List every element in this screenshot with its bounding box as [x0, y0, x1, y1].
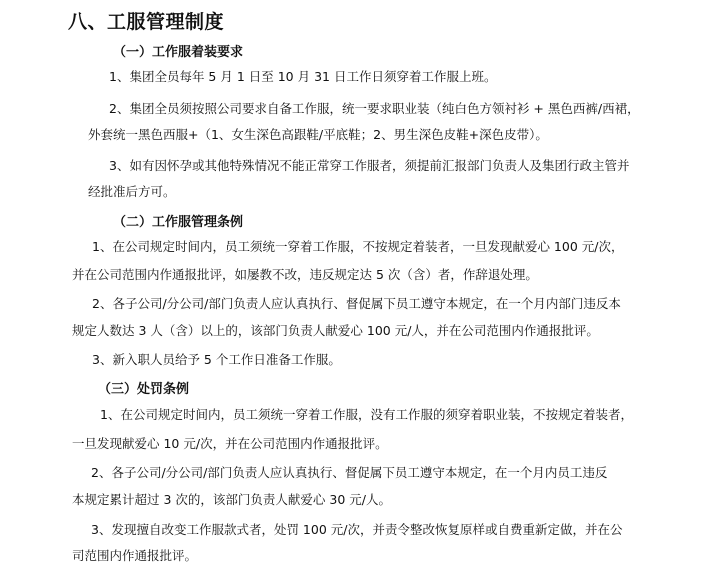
- paragraph-line: 规定人数达 3 人（含）以上的，该部门负责人献爱心 100 元/人，并在公司范围内作通报批评。: [72, 323, 599, 338]
- paragraph-line: 3、发现擅自改变工作服款式者，处罚 100 元/次，并责令整改恢复原样或自费重新定做，并在公: [91, 522, 623, 537]
- section-heading-penalty-rules: （三）处罚条例: [98, 382, 190, 397]
- paragraph-line: 3、如有因怀孕或其他特殊情况不能正常穿工作服者，须提前汇报部门负责人及集团行政主管并: [109, 158, 630, 173]
- document-title: 八、工服管理制度: [68, 11, 225, 33]
- paragraph-line: 外套统一黑色西服+（1、女生深色高跟鞋/平底鞋；2、男生深色皮鞋+深色皮带）。: [88, 127, 548, 142]
- paragraph-line: 2、各子公司/分公司/部门负责人应认真执行、督促属下员工遵守本规定，在一个月内员工违反: [91, 465, 608, 480]
- paragraph-line: 司范围内作通报批评。: [72, 548, 198, 563]
- paragraph-line: 并在公司范围内作通报批评，如屡教不改，违反规定达 5 次（含）者，作辞退处理。: [72, 267, 538, 282]
- paragraph-line: 经批准后方可。: [88, 184, 176, 199]
- paragraph-line: 一旦发现献爱心 10 元/次，并在公司范围内作通报批评。: [72, 436, 388, 451]
- section-heading-dress-requirements: （一）工作服着装要求: [113, 45, 244, 60]
- paragraph-line: 本规定累计超过 3 次的，该部门负责人献爱心 30 元/人。: [72, 492, 391, 507]
- section-heading-management-rules: （二）工作服管理条例: [113, 215, 244, 230]
- paragraph-line: 1、在公司规定时间内，员工须统一穿着工作服，没有工作服的须穿着职业装，不按规定着装者，: [100, 407, 633, 422]
- paragraph-line: 1、在公司规定时间内，员工须统一穿着工作服，不按规定着装者，一旦发现献爱心 100 元/次，: [92, 239, 624, 254]
- paragraph-line: 3、新入职人员给予 5 个工作日准备工作服。: [92, 352, 341, 367]
- paragraph-line: 2、各子公司/分公司/部门负责人应认真执行、督促属下员工遵守本规定，在一个月内部门违反本: [92, 296, 621, 311]
- paragraph-line: 2、集团全员须按照公司要求自备工作服，统一要求职业装（纯白色方领衬衫 + 黑色西裤/西裙，: [109, 101, 640, 116]
- paragraph-line: 1、集团全员每年 5 月 1 日至 10 月 31 日工作日须穿着工作服上班。: [109, 69, 497, 84]
